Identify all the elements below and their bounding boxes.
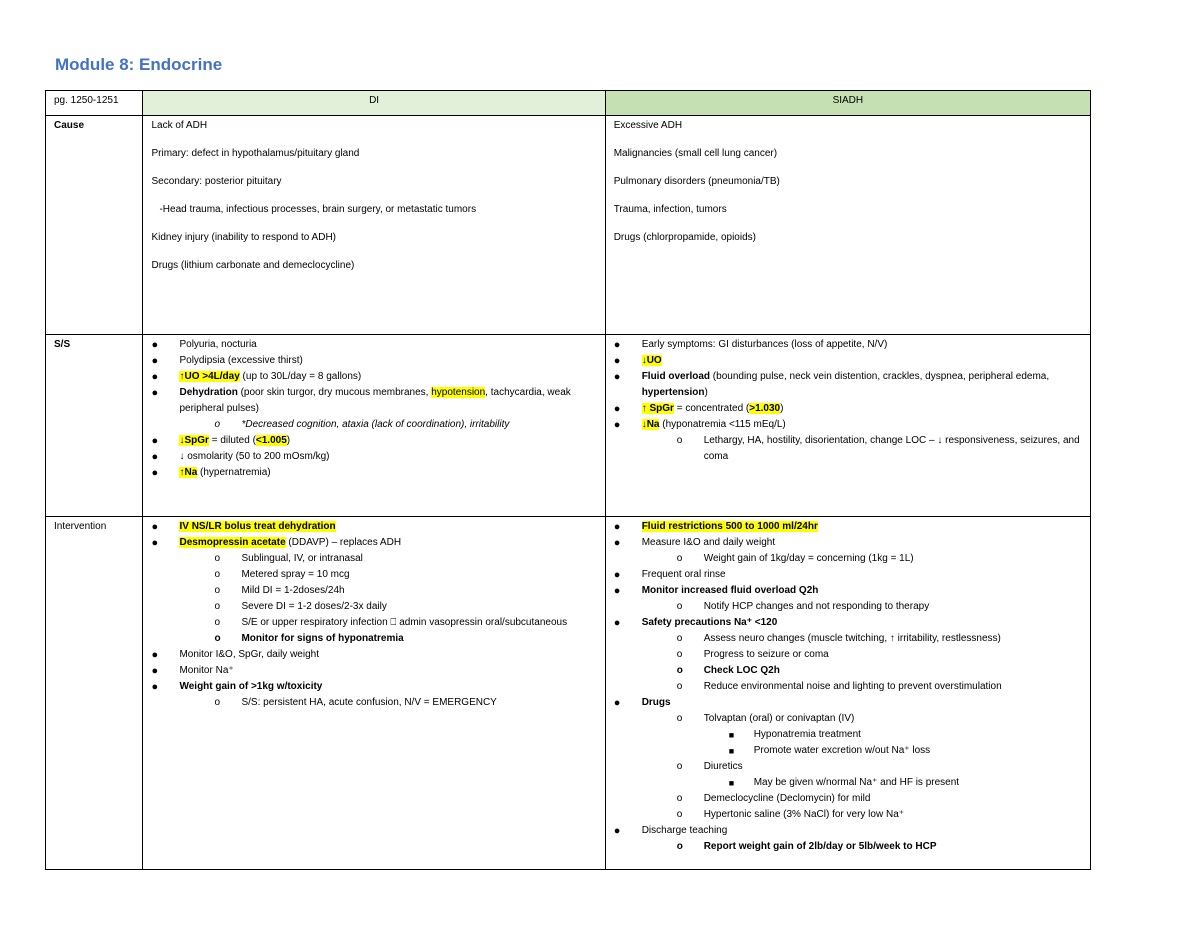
text-line: Drugs (chlorpropamide, opioids) [613,232,756,243]
list-item: ● Dehydration (poor skin turgor, dry mucous membranes, hypotension, tachycardia, weak peripheral pulses) [151,385,596,417]
list-subitem: o S/S: persistent HA, acute confusion, N/V = EMERGENCY [151,695,596,711]
text-line: Pulmonary disorders (pneumonia/TB) [613,176,780,187]
comparison-table [45,90,1091,870]
list-subsubitem: ■ May be given w/normal Na⁺ and HF is present [614,775,1082,791]
text-line: Lack of ADH [151,120,208,131]
list-item: ● Monitor Na⁺ [151,663,596,679]
list-item: ● ↓Na (hyponatremia <115 mEq/L) [614,417,1082,433]
list-subitem: o Metered spray = 10 mcg [151,567,596,583]
di-header: DI [143,91,605,116]
siadh-header: SIADH [605,91,1090,116]
intervention-row [46,517,1091,870]
di-intervention-cell [143,517,605,870]
list-item: ● Monitor increased fluid overload Q2h [614,583,1082,599]
row-label-intervention: Intervention [46,517,143,870]
list-item: ● ↓ osmolarity (50 to 200 mOsm/kg) [151,449,596,465]
list-subitem: o Sublingual, IV, or intranasal [151,551,596,567]
siadh-cause-cell [605,116,1090,335]
list-subitem: o Monitor for signs of hyponatremia [151,631,596,647]
text-line: Trauma, infection, tumors [613,204,727,215]
list-subsubitem: ■ Promote water excretion w/out Na⁺ loss [614,743,1082,759]
list-item: ● ↓SpGr = diluted (<1.005) [151,433,596,449]
list-item: ● Discharge teaching [614,823,1082,839]
list-subitem: o Tolvaptan (oral) or conivaptan (IV) [614,711,1082,727]
list-item: ● Frequent oral rinse [614,567,1082,583]
list-item: ● Early symptoms: GI disturbances (loss of appetite, N/V) [614,337,1082,353]
header-row [46,91,1091,116]
di-ss-cell [143,335,605,517]
di-cause-cell [143,116,605,335]
list-item: ● IV NS/LR bolus treat dehydration [151,519,596,535]
list-item: ● Safety precautions Na⁺ <120 [614,615,1082,631]
list-item: ● Polyuria, nocturia [151,337,596,353]
row-label-cause: Cause [46,116,143,335]
list-item: ● Polydipsia (excessive thirst) [151,353,596,369]
siadh-ss-cell [605,335,1090,517]
list-subitem: o Progress to seizure or coma [614,647,1082,663]
text-line: -Head trauma, infectious processes, brain surgery, or metastatic tumors [159,204,477,215]
list-item: ● ↓UO [614,353,1082,369]
ss-row [46,335,1091,517]
list-subitem: o Diuretics [614,759,1082,775]
page-title: Module 8: Endocrine [55,55,223,74]
list-item: ● Fluid restrictions 500 to 1000 ml/24hr [614,519,1082,535]
cause-row [46,116,1091,335]
text-line: Primary: defect in hypothalamus/pituitary gland [151,148,360,159]
list-subitem: o Notify HCP changes and not responding to therapy [614,599,1082,615]
list-subitem: o *Decreased cognition, ataxia (lack of coordination), irritability [151,417,596,433]
list-subitem: o Severe DI = 1-2 doses/2-3x daily [151,599,596,615]
list-item: ● ↑Na (hypernatremia) [151,465,596,481]
text-line: Drugs (lithium carbonate and demeclocycline) [151,260,355,271]
list-item: ● Monitor I&O, SpGr, daily weight [151,647,596,663]
text-line: Excessive ADH [613,120,683,131]
list-subitem: o S/E or upper respiratory infection ⎕ admin vasopressin oral/subcutaneous [151,615,596,631]
list-item: ● Drugs [614,695,1082,711]
list-item: ● Fluid overload (bounding pulse, neck vein distention, crackles, dyspnea, peripheral edema, hypertension) [614,369,1082,401]
list-item: ● Measure I&O and daily weight [614,535,1082,551]
list-subitem: o Reduce environmental noise and lighting to prevent overstimulation [614,679,1082,695]
list-subitem: o Check LOC Q2h [614,663,1082,679]
page-reference: pg. 1250-1251 [46,91,143,116]
list-item: ● ↑ SpGr = concentrated (>1.030) [614,401,1082,417]
row-label-ss: S/S [46,335,143,517]
text-line: Kidney injury (inability to respond to ADH) [151,232,336,243]
list-subsubitem: ■ Hyponatremia treatment [614,727,1082,743]
siadh-intervention-cell [605,517,1090,870]
list-subitem: o Mild DI = 1-2doses/24h [151,583,596,599]
list-subitem: o Hypertonic saline (3% NaCl) for very low Na⁺ [614,807,1082,823]
list-subitem: o Demeclocycline (Declomycin) for mild [614,791,1082,807]
list-item: ● Weight gain of >1kg w/toxicity [151,679,596,695]
list-item: ● Desmopressin acetate (DDAVP) – replaces ADH [151,535,596,551]
list-subitem: o Assess neuro changes (muscle twitching, ↑ irritability, restlessness) [614,631,1082,647]
list-item: ● ↑UO >4L/day (up to 30L/day = 8 gallons) [151,369,596,385]
text-line: Malignancies (small cell lung cancer) [613,148,778,159]
list-subitem: o Weight gain of 1kg/day = concerning (1kg = 1L) [614,551,1082,567]
text-line: Secondary: posterior pituitary [151,176,282,187]
list-subitem: o Report weight gain of 2lb/day or 5lb/week to HCP [614,839,1082,855]
list-subitem: o Lethargy, HA, hostility, disorientation, change LOC – ↓ responsiveness, seizures, and coma [614,433,1082,465]
